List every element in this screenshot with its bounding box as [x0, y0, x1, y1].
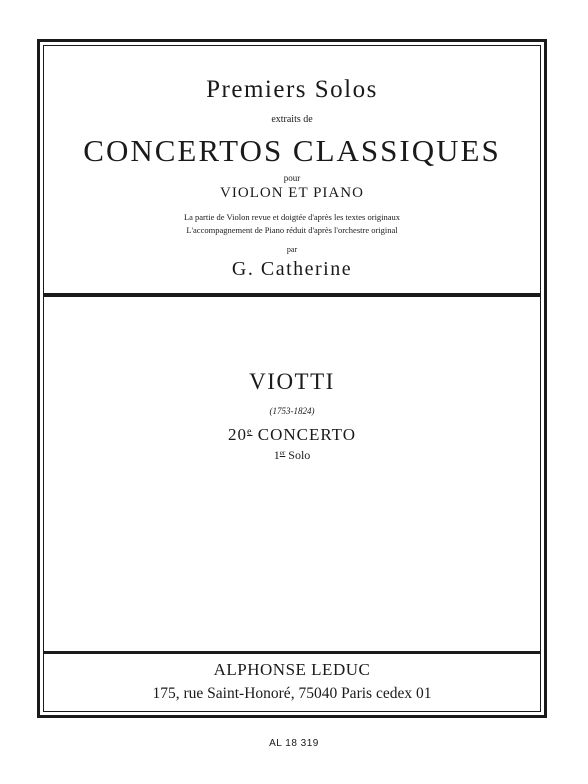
main-title: CONCERTOS CLASSIQUES	[83, 133, 501, 168]
solo-number: 1	[273, 448, 280, 462]
solo-title	[40, 448, 544, 463]
instruments-title: VIOLON ET PIANO	[220, 185, 364, 201]
catalog-number: AL 18 319	[269, 738, 319, 749]
edition-note-piano: L'accompagnement de Piano réduit d'après l'orchestre original	[186, 225, 398, 235]
publisher-divider	[44, 651, 540, 654]
concerto-title	[40, 425, 544, 445]
concerto-label: CONCERTO	[252, 425, 357, 444]
composer-dates: (1753-1824)	[269, 406, 315, 416]
concerto-number: 20	[227, 425, 247, 444]
extraits-label: extraits de	[271, 114, 313, 125]
publisher-address: 175, rue Saint-Honoré, 75040 Paris cedex 01	[152, 685, 432, 702]
concerto-ordinal-suffix: e	[246, 426, 253, 438]
pour-label: pour	[283, 173, 301, 183]
header-divider	[44, 293, 540, 297]
edition-note-violin: La partie de Violon revue et doigtée d'après les textes originaux	[183, 212, 401, 222]
solo-label: Solo	[285, 448, 311, 462]
series-title: Premiers Solos	[206, 76, 378, 103]
par-label: par	[286, 245, 298, 254]
solo-ordinal-suffix: er	[279, 449, 286, 458]
arranger-name: G. Catherine	[231, 258, 353, 280]
composer-name: VIOTTI	[249, 369, 335, 394]
title-page-frame	[37, 39, 547, 718]
publisher-name: ALPHONSE LEDUC	[213, 660, 371, 679]
